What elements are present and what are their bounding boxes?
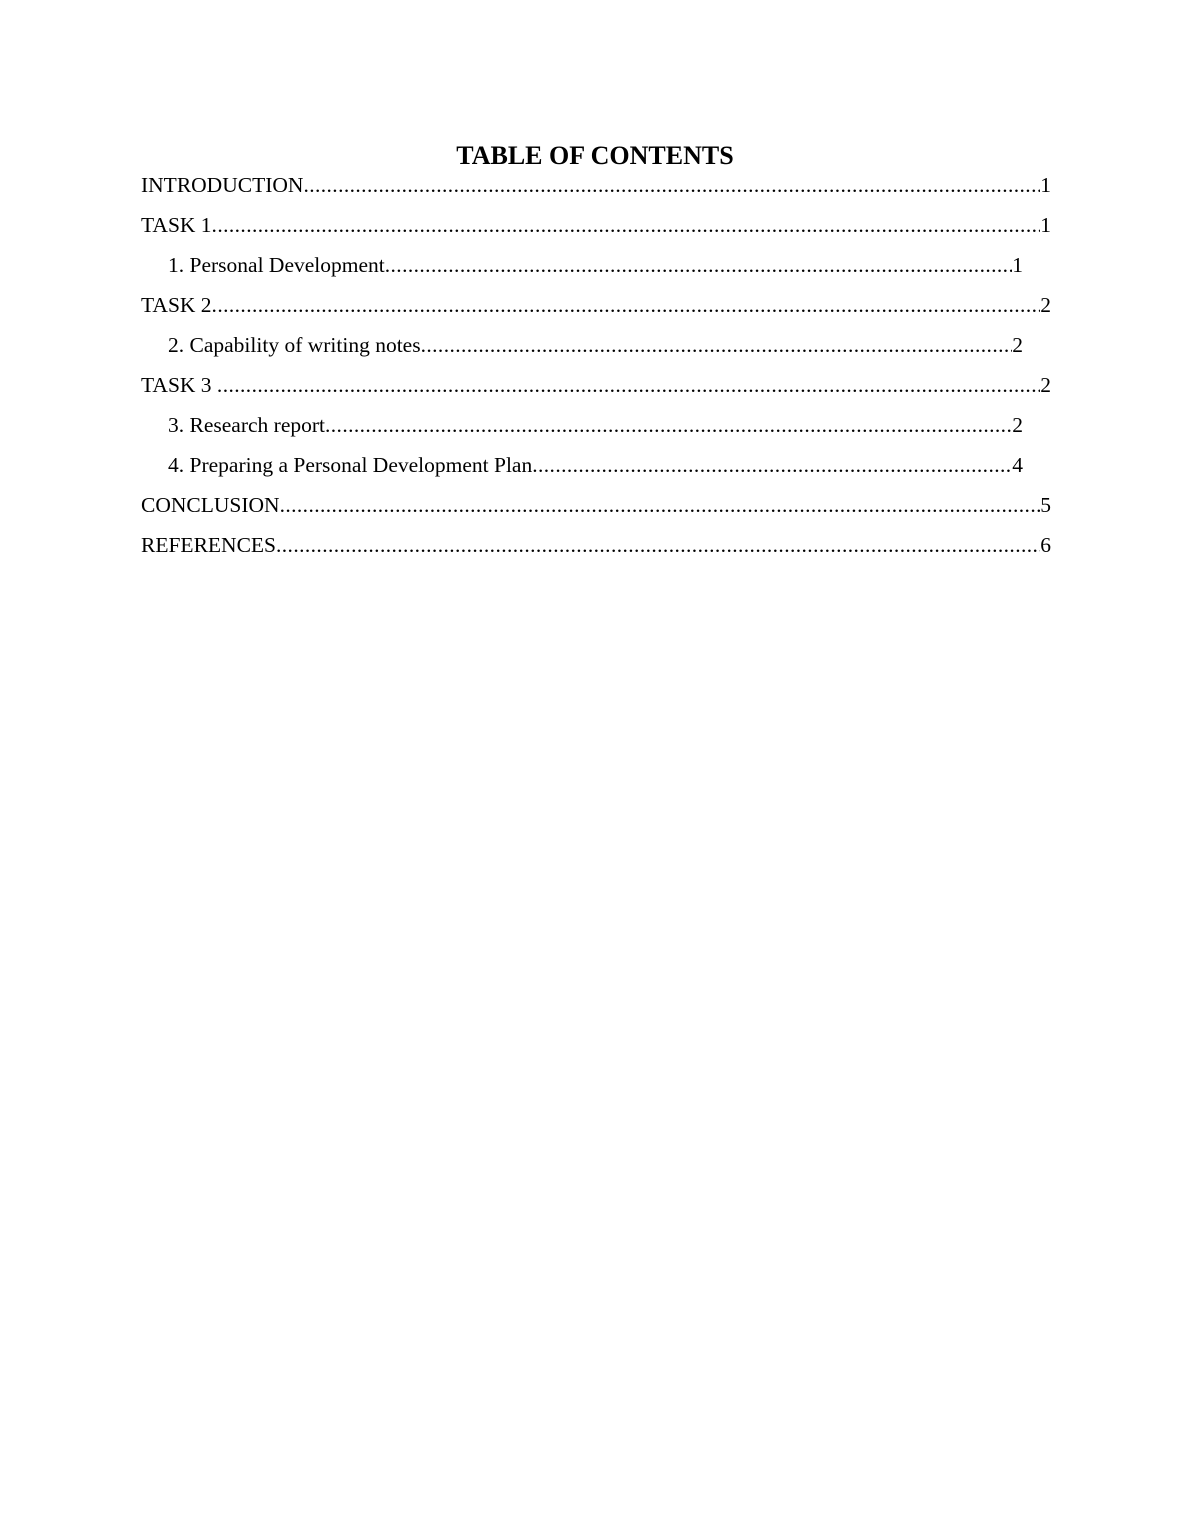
toc-dot-leader: [421, 330, 1013, 360]
toc-entry-task-2[interactable]: [141, 290, 1051, 330]
toc-dot-leader: [212, 290, 1041, 320]
toc-entry-page-number: 1: [1040, 213, 1051, 237]
toc-entry-page-number: 2: [1012, 413, 1023, 437]
toc-entry-page-number: 5: [1040, 493, 1051, 517]
toc-entry-page-number: 6: [1040, 533, 1051, 557]
toc-entry-references[interactable]: [141, 530, 1051, 570]
toc-entry-introduction[interactable]: [141, 170, 1051, 210]
toc-entry-conclusion[interactable]: [141, 490, 1051, 530]
toc-entry-task-1[interactable]: [141, 210, 1051, 250]
toc-entry-label: TASK 3: [141, 373, 217, 397]
toc-entry-label: 3. Research report: [168, 413, 325, 437]
toc-entry-label: TASK 1: [141, 213, 212, 237]
toc-entry-task-3[interactable]: [141, 370, 1051, 410]
toc-dot-leader: [532, 450, 1012, 480]
toc-list: [141, 170, 1051, 570]
toc-entry-page-number: 1: [1040, 173, 1051, 197]
toc-entry-personal-development[interactable]: [141, 250, 1023, 290]
toc-dot-leader: [325, 410, 1012, 440]
toc-entry-label: CONCLUSION: [141, 493, 280, 517]
toc-entry-page-number: 1: [1012, 253, 1023, 277]
toc-dot-leader: [217, 370, 1040, 400]
toc-dot-leader: [276, 530, 1040, 560]
toc-entry-page-number: 4: [1012, 453, 1023, 477]
toc-title: TABLE OF CONTENTS: [456, 141, 734, 170]
toc-entry-page-number: 2: [1012, 333, 1023, 357]
toc-entry-label: TASK 2: [141, 293, 212, 317]
toc-dot-leader: [212, 210, 1041, 240]
toc-entry-personal-development-plan[interactable]: [141, 450, 1023, 490]
toc-entry-research-report[interactable]: [141, 410, 1023, 450]
toc-entry-label: 4. Preparing a Personal Development Plan: [168, 453, 533, 477]
toc-entry-label: REFERENCES: [141, 533, 276, 557]
toc-entry-page-number: 2: [1040, 293, 1051, 317]
toc-dot-leader: [303, 170, 1040, 200]
toc-entry-capability-of-writing-notes[interactable]: [141, 330, 1023, 370]
toc-dot-leader: [280, 490, 1041, 520]
toc-entry-page-number: 2: [1040, 373, 1051, 397]
toc-dot-leader: [385, 250, 1013, 280]
toc-entry-label: INTRODUCTION: [141, 173, 304, 197]
toc-entry-label: 1. Personal Development: [168, 253, 385, 277]
toc-entry-label: 2. Capability of writing notes: [168, 333, 421, 357]
